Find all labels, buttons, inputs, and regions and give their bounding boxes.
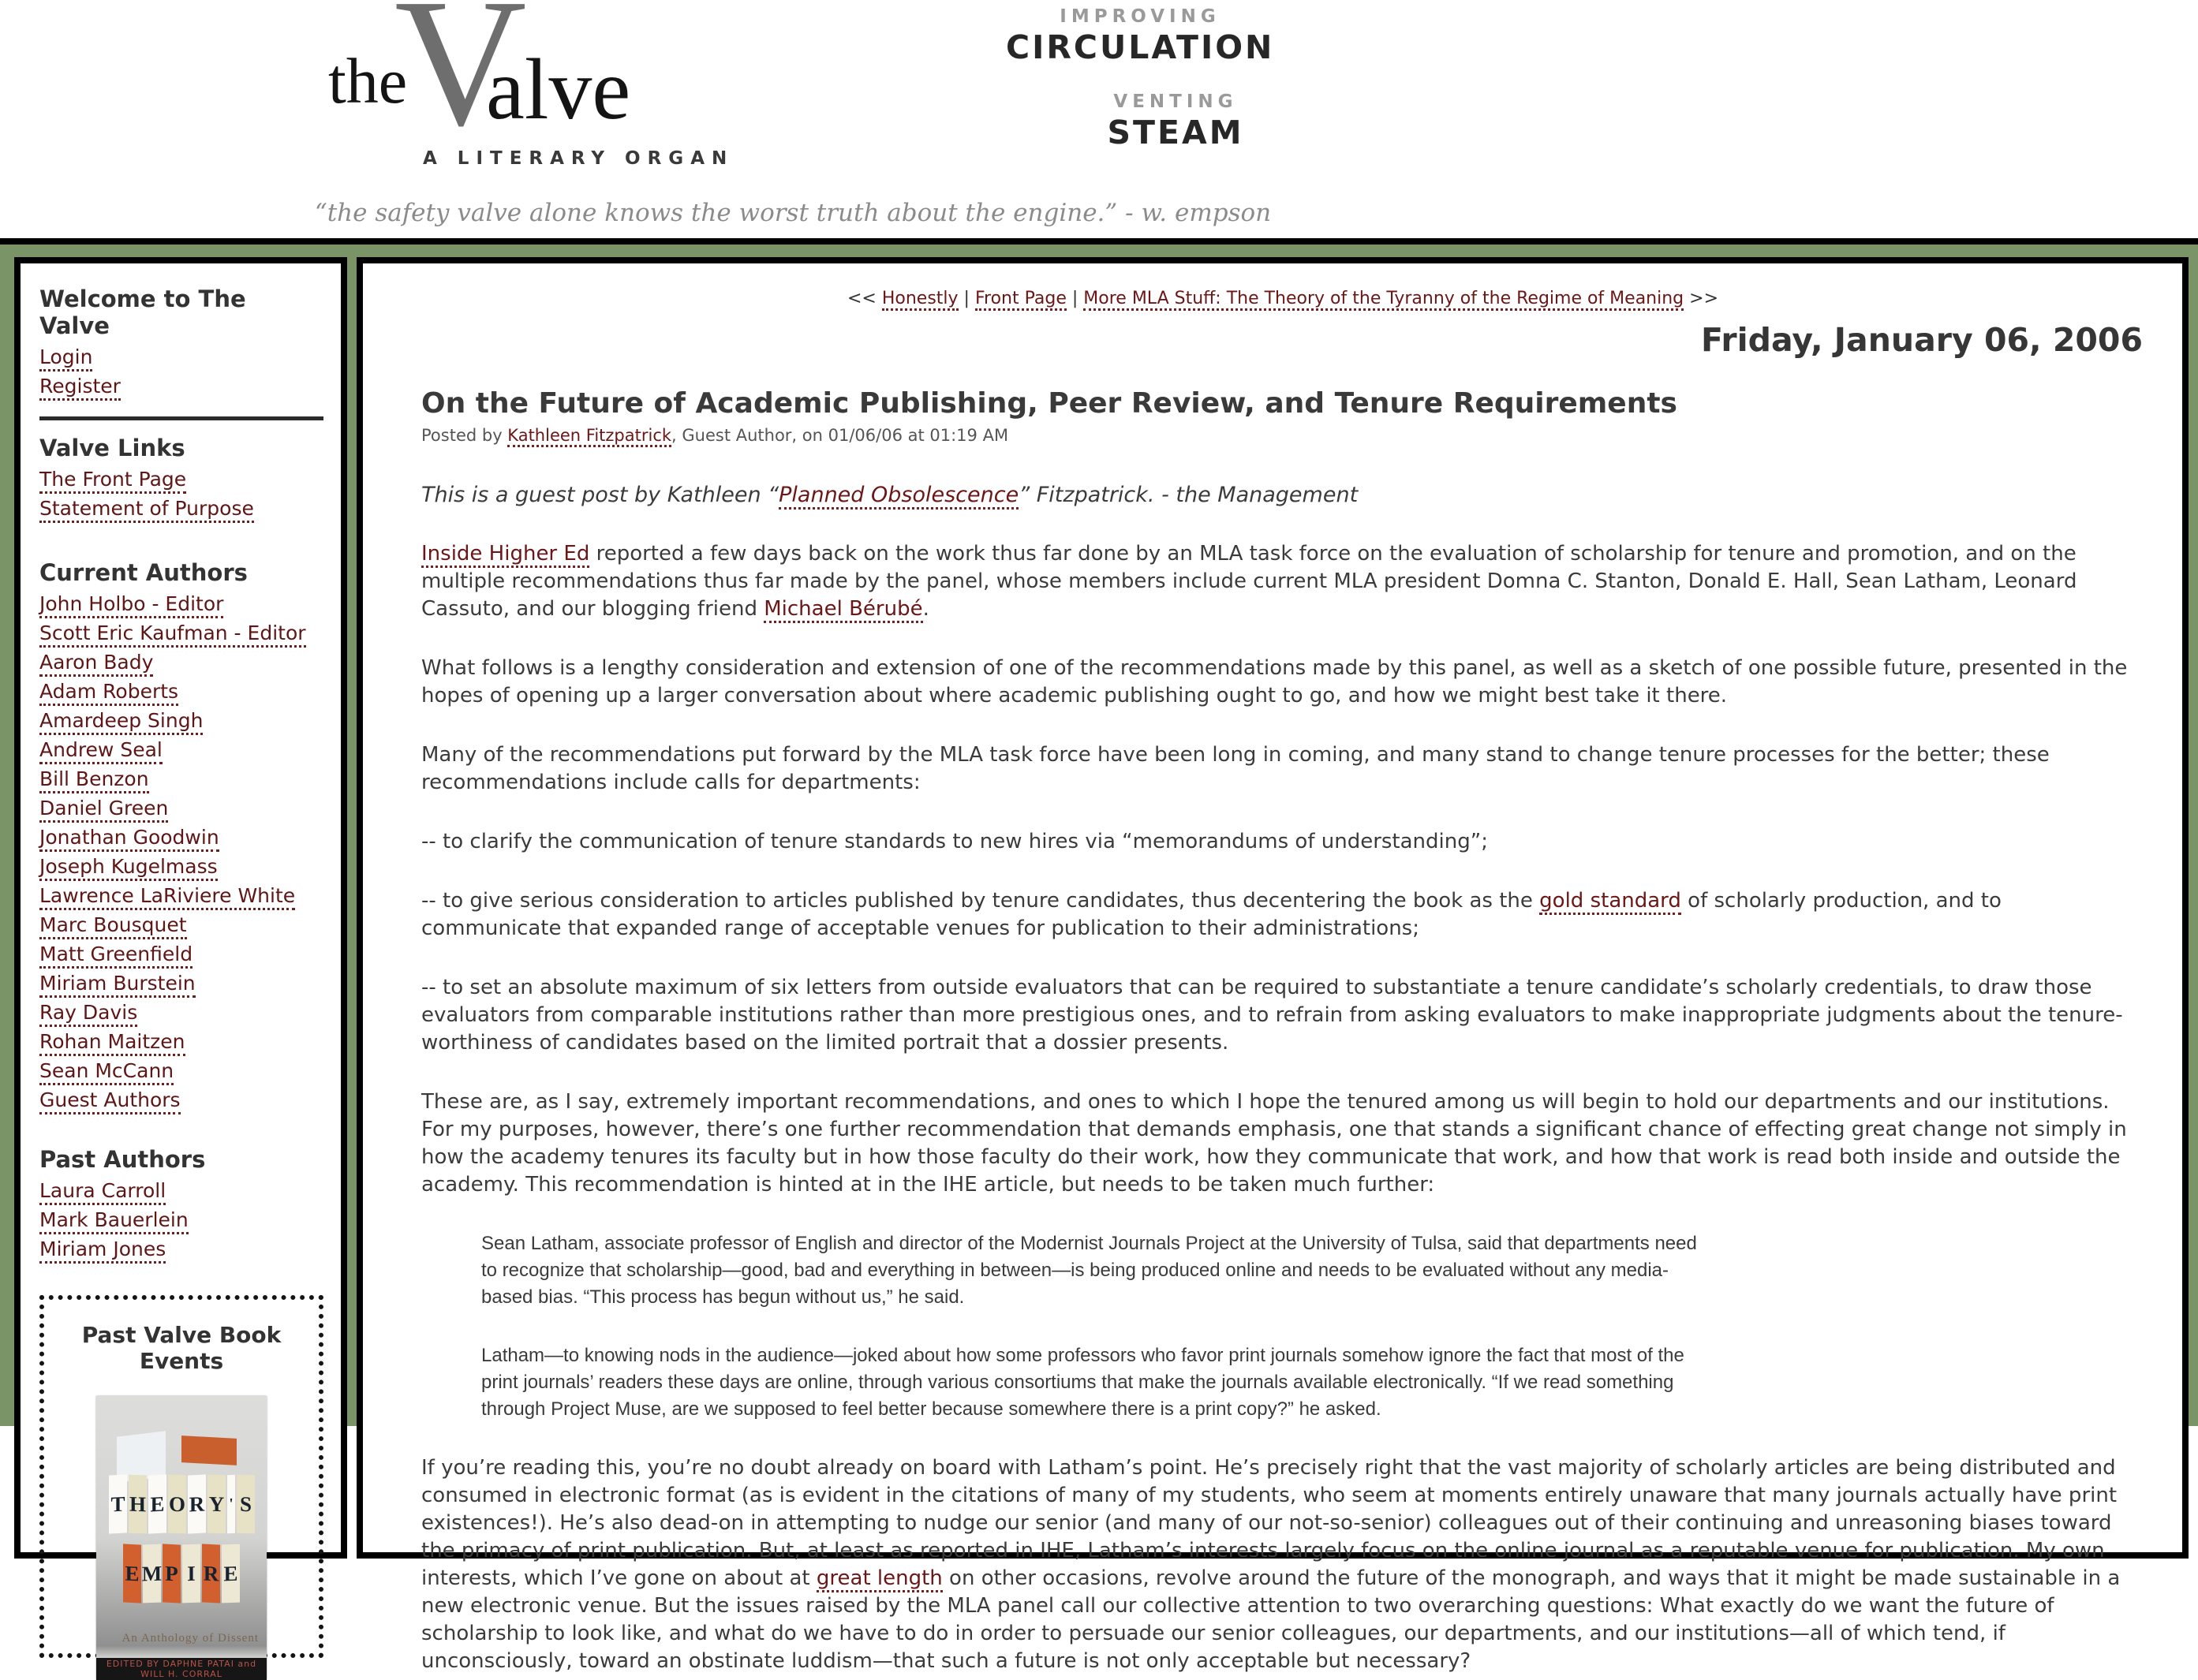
book-letter-strip: E	[148, 1474, 166, 1533]
sidebar-link[interactable]: Ray Davis	[39, 1001, 137, 1027]
text-run: Many of the recommendations put forward by the MLA task force have been long in coming, and many stand to change tenure processes for the better; these recommendations include calls for departments:	[421, 743, 2050, 794]
tagline-improving-label: IMPROVING	[1060, 6, 1220, 27]
sidebar-link[interactable]: Jonathan Goodwin	[39, 826, 219, 852]
book-letter-strip: M	[143, 1544, 161, 1603]
sidebar-link[interactable]: Lawrence LaRiviere White	[39, 884, 295, 910]
text-run: -- to give serious consideration to articles published by tenure candidates, thus decentering the book as the	[421, 889, 1540, 913]
byline-prefix: Posted by	[421, 426, 508, 445]
sidebar-link[interactable]: The Front Page	[39, 468, 186, 494]
post-title: On the Future of Academic Publishing, Peer Review, and Tenure Requirements	[421, 387, 1677, 420]
sidebar-link[interactable]: Daniel Green	[39, 797, 168, 823]
book-letter-strip: E	[123, 1544, 141, 1603]
paragraph	[421, 974, 2144, 1057]
sidebar-section-past-authors	[39, 1146, 323, 1264]
sidebar-link[interactable]: Mark Bauerlein	[39, 1208, 189, 1234]
sidebar-divider	[39, 416, 323, 420]
logo-word-alve: alve	[486, 41, 631, 137]
byline-suffix: , Guest Author, on 01/06/06 at 01:19 AM	[671, 426, 1009, 445]
main-content	[357, 257, 2189, 1673]
book-letter-strip: H	[129, 1475, 147, 1534]
quoted-paragraph	[481, 1342, 1703, 1423]
logo-word-the: the	[328, 45, 408, 117]
book-letter-strip: Y	[207, 1475, 226, 1534]
sidebar-section-welcome	[39, 286, 323, 401]
text-run: These are, as I say, extremely important recommendations, and ones to which I hope the tenured among us will begin to hold our departments and our institutions. For my purposes, however, there’s one further recommendation that demands emphasis, one that stands a significant chance of effecting great change not simply in how the academy tenures its faculty but in how those faculty do their work, how they communicate that work, and how that work is read both inside and outside the academy. This recommendation is hinted at in the IHE article, but needs to be taken much further:	[421, 1090, 2127, 1197]
text-run: Latham—to knowing nods in the audience—joked about how some professors who favor print journals somehow ignore the fact that most of the print journals’ readers these days are online, through various consortiums that make the journals available electronically. “If we read something through Project Muse, are we supposed to feel better because somewhere there is a print copy?” he asked.	[481, 1345, 1684, 1420]
book-letter-strip: O	[168, 1475, 186, 1534]
book-cover-theorys-empire[interactable]	[96, 1396, 267, 1680]
nav-link-previous-post[interactable]: Honestly	[882, 289, 959, 311]
text-run: If you’re reading this, you’re no doubt already on board with Latham’s point. He’s precisely right that the vast majority of scholarly articles are being distributed and consumed in electronic format (as is evident in the citations of many of my students, who seem at moments entirely unaware that many journals actually have print existences!). He’s also dead-on in attempting to nudge our senior (and many of our not-so-senior) colleagues out of their continuing and unreasoning biases toward the primacy of print publication. But, at least as reported in IHE, Latham’s interests largely focus on the online journal as a reputable venue for publication. My own interests, which I’ve gone on about at	[421, 1456, 2118, 1590]
sidebar-section-valve-links	[39, 435, 323, 523]
post-byline	[421, 426, 2144, 445]
site-motto: “the safety valve alone knows the worst truth about the engine.” - w. empson	[314, 199, 1272, 227]
sidebar-link[interactable]: Andrew Seal	[39, 738, 163, 764]
sidebar-valve-links	[39, 468, 323, 523]
text-run: What follows is a lengthy consideration and extension of one of the recommendations made by this panel, as well as a sketch of one possible future, presented in the hopes of opening up a larger conversation about where academic publishing ought to go, and how we might best take it there.	[421, 656, 2128, 707]
sidebar-link[interactable]: Laura Carroll	[39, 1179, 166, 1205]
text-run: This is a guest post by Kathleen “	[421, 483, 779, 507]
sidebar-link[interactable]: Amardeep Singh	[39, 709, 203, 735]
book-letter-strip: T	[109, 1474, 127, 1533]
taglines	[1006, 6, 1274, 151]
site-logo[interactable]	[322, 0, 735, 170]
inline-link[interactable]: Planned Obsolescence	[779, 483, 1019, 510]
spacer	[39, 1118, 323, 1146]
nav-separator: |	[1071, 289, 1078, 308]
tagline-circulation	[1006, 6, 1274, 66]
sidebar-section-current-authors	[39, 559, 323, 1114]
next-arrows: >>	[1689, 289, 1719, 308]
sidebar-past-authors-links	[39, 1179, 323, 1264]
book-letter-strip: R	[202, 1544, 220, 1603]
book-letter-strip: I	[182, 1544, 200, 1603]
post-body	[421, 481, 2144, 1675]
book-subtitle: An Anthology of Dissent	[121, 1632, 259, 1645]
tagline-steam	[1006, 91, 1274, 151]
site-header	[0, 0, 2198, 238]
book-letter-strip: E	[222, 1544, 240, 1603]
post-navigation	[421, 289, 2144, 308]
sidebar-valve-links-heading: Valve Links	[39, 435, 185, 461]
sidebar-link[interactable]: Rohan Maitzen	[39, 1030, 185, 1056]
nav-link-next-post[interactable]: More MLA Stuff: The Theory of the Tyranny of the Regime of Meaning	[1083, 289, 1684, 311]
book-events-title: Past Valve Book Events	[81, 1322, 282, 1374]
paragraph	[421, 1454, 2144, 1675]
paragraph	[421, 655, 2144, 710]
sidebar-link[interactable]: Scott Eric Kaufman - Editor	[39, 622, 306, 648]
byline-author-link[interactable]: Kathleen Fitzpatrick	[507, 426, 671, 447]
sidebar-current-authors-heading: Current Authors	[39, 559, 248, 586]
text-run: on other occasions, revolve around the future of the monograph, and ways that it might be made sustainable in a new electronic venue. But the issues raised by the MLA panel call our collective attention to two overarching questions: What exactly do we want the future of scholarship to look like, and what do we have to do in order to persuade our senior colleagues, our departments, and our institutions—all of which tend, if unconsciously, toward an obstinate luddism—that such a future is not only acceptable but necessary?	[421, 1566, 2121, 1673]
sidebar-past-authors-heading: Past Authors	[39, 1146, 206, 1173]
page-background	[0, 245, 2198, 1679]
sidebar-link[interactable]: Marc Bousquet	[39, 913, 187, 939]
header-divider-bar	[0, 238, 2198, 245]
sidebar-link[interactable]: Sean McCann	[39, 1059, 174, 1085]
text-run: -- to clarify the communication of tenure standards to new hires via “memorandums of understanding”;	[421, 830, 1488, 853]
book-editors-line: EDITED BY DAPHNE PATAI and WILL H. CORRAL	[96, 1658, 267, 1680]
sidebar-welcome-links	[39, 345, 323, 401]
sidebar-link[interactable]: Aaron Bady	[39, 651, 153, 677]
text-run: Sean Latham, associate professor of English and director of the Modernist Journals Project at the University of Tulsa, said that departments need to recognize that scholarship—good, bad and everything in between—is being produced online and needs to be evaluated without any media-based bias. “This process has begun without us,” he said.	[481, 1233, 1697, 1308]
book-letter-strip: S	[237, 1475, 255, 1534]
sidebar-link[interactable]: Miriam Burstein	[39, 972, 196, 998]
book-letter-strip: '	[227, 1475, 235, 1534]
sidebar-link[interactable]: Joseph Kugelmass	[39, 855, 218, 881]
paragraph	[421, 481, 2144, 509]
sidebar-link[interactable]: Statement of Purpose	[39, 497, 254, 523]
text-run: .	[922, 597, 929, 621]
nav-separator: |	[963, 289, 970, 308]
inline-link[interactable]: great length	[817, 1566, 943, 1592]
book-letter-strip: P	[163, 1544, 181, 1603]
paragraph	[421, 887, 2144, 943]
book-letter-strip: R	[188, 1474, 206, 1533]
paragraph	[421, 741, 2144, 797]
sidebar-link[interactable]: John Holbo - Editor	[39, 592, 223, 618]
quoted-paragraph	[481, 1230, 1703, 1311]
text-run: of scholarly production, and to communicate that expanded range of acceptable venues for publication to their administrations;	[421, 889, 2002, 940]
past-valve-book-events-box	[39, 1295, 323, 1679]
nav-link-front-page[interactable]: Front Page	[975, 289, 1067, 311]
logo-subtitle: A LITERARY ORGAN	[423, 148, 735, 169]
paragraph	[421, 828, 2144, 856]
inline-link[interactable]: Michael Bérubé	[764, 597, 922, 623]
paragraph	[421, 1088, 2144, 1199]
inline-link[interactable]: gold standard	[1539, 889, 1681, 915]
date-header: Friday, January 06, 2006	[1700, 321, 2143, 359]
sidebar-link[interactable]: Adam Roberts	[39, 680, 178, 706]
sidebar-link[interactable]: Login	[39, 345, 92, 371]
sidebar-link[interactable]: Guest Authors	[39, 1088, 181, 1114]
inline-link[interactable]: Inside Higher Ed	[421, 542, 589, 568]
sidebar-link[interactable]: Miriam Jones	[39, 1238, 166, 1264]
book-title-row-empire	[96, 1544, 267, 1603]
sidebar	[14, 257, 347, 1679]
book-title-row-theorys	[96, 1475, 267, 1533]
text-run: ” Fitzpatrick. - the Management	[1019, 483, 1359, 507]
sidebar-link[interactable]: Bill Benzon	[39, 767, 149, 793]
paragraph	[421, 540, 2144, 623]
text-run: -- to set an absolute maximum of six letters from outside evaluators that can be required to substantiate a tenure candidate’s scholarly credentials, to draw those evaluators from comparable institutions rather than more prestigious ones, and to refrain from asking evaluators to make inappropriate judgments about the tenure-worthiness of candidates based on the limited portrait that a dossier presents.	[421, 976, 2123, 1055]
book-cover-fold-orange	[181, 1435, 237, 1465]
sidebar-welcome-heading: Welcome to The Valve	[39, 286, 246, 339]
sidebar-link[interactable]: Register	[39, 375, 121, 401]
text-run: reported a few days back on the work thus far done by an MLA task force on the evaluation of scholarship for tenure and promotion, and on the multiple recommendations thus far made by the panel, whose members include current MLA president Domna C. Stanton, Donald E. Hall, Sean Latham, Leonard Cassuto, and our blogging friend	[421, 542, 2077, 621]
tagline-venting-label: VENTING	[1113, 91, 1238, 112]
sidebar-current-authors-links	[39, 592, 323, 1114]
prev-arrows: <<	[847, 289, 877, 308]
sidebar-link[interactable]: Matt Greenfield	[39, 943, 193, 969]
tagline-steam-label: STEAM	[1107, 114, 1244, 151]
spacer	[39, 526, 323, 559]
tagline-circulation-label: CIRCULATION	[1006, 28, 1275, 66]
logo-letter-v: V	[394, 0, 527, 164]
